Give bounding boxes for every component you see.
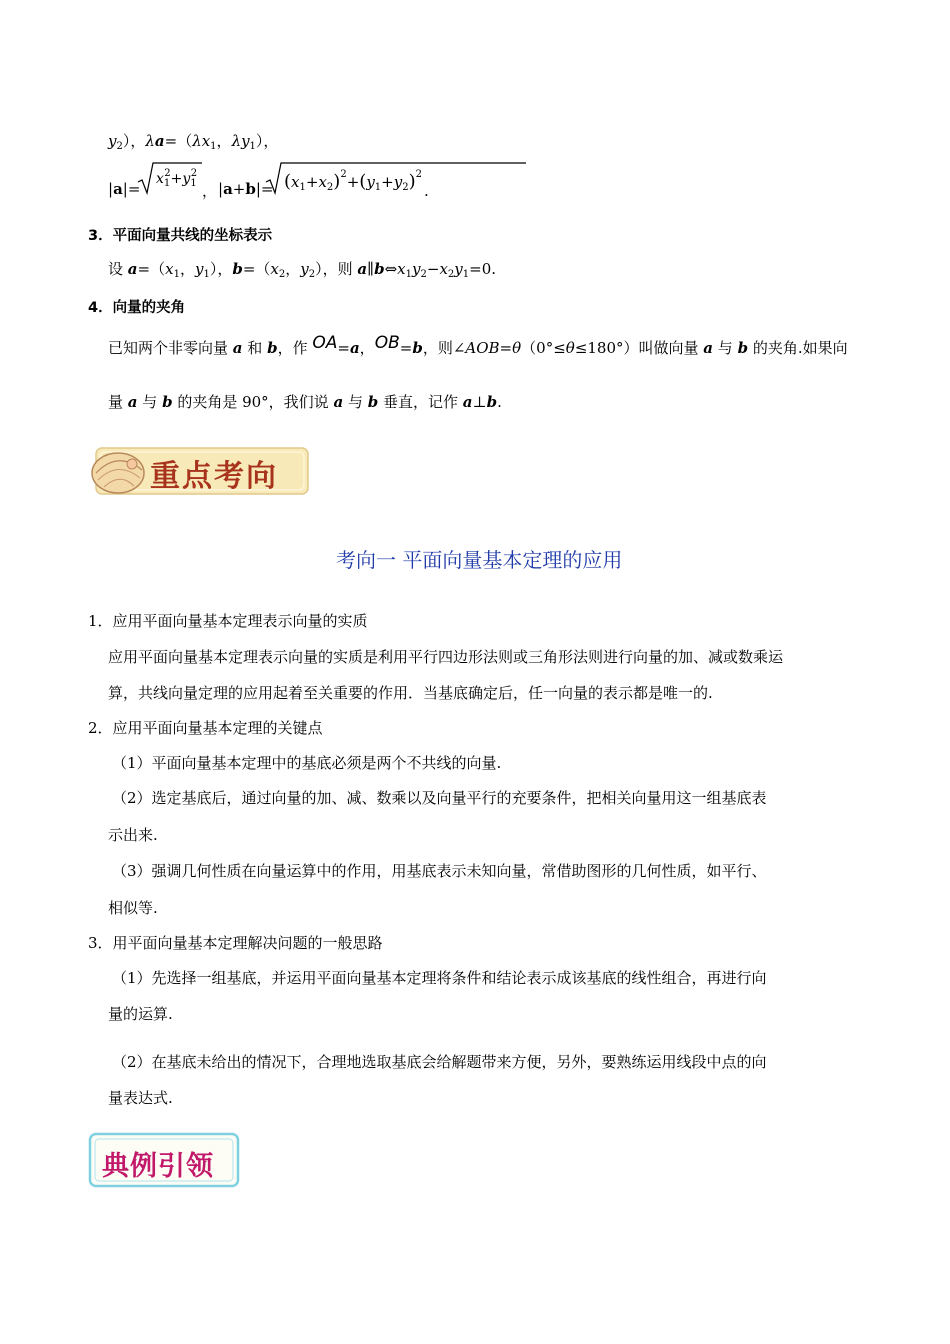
- item3-title: 3．用平面向量基本定理解决问题的一般思路: [88, 934, 383, 952]
- section-title-collinear: 3．平面向量共线的坐标表示: [88, 228, 273, 244]
- item1-title: 1．应用平面向量基本定理表示向量的实质: [88, 612, 368, 630]
- angle-definition-line2: 量 a 与 b 的夹角是 90°，我们说 a 与 b 垂直，记作 a⊥b.: [108, 393, 502, 411]
- key-directions-banner: [88, 440, 310, 500]
- item2-point2-line1: （2）选定基底后，通过向量的加、减、数乘以及向量平行的充要条件，把相关向量用这一组基底表: [112, 789, 767, 807]
- banner-title: 典例引领: [102, 1151, 214, 1182]
- item3-point1-line2: 量的运算.: [108, 1005, 173, 1023]
- item1-paragraph-line2: 算，共线向量定理的应用起着至关重要的作用．当基底确定后，任一向量的表示都是唯一的.: [108, 684, 713, 702]
- item2-point3-line2: 相似等.: [108, 899, 158, 917]
- typical-examples-banner: [88, 1130, 240, 1188]
- item2-point1: （1）平面向量基本定理中的基底必须是两个不共线的向量.: [112, 754, 502, 772]
- collinear-condition-text: 设 $a=(x_1$，$y_1$），$b=(x_2$，$y_2$），则 $a\parallel b\Leftrightarrow x_1y_2-x_2y_1=0$.: [108, 260, 497, 280]
- item3-point2-line2: 量表达式.: [108, 1089, 173, 1107]
- item3-point1-line1: （1）先选择一组基底，并运用平面向量基本定理将条件和结论表示成该基底的线性组合，再进行向: [112, 969, 767, 987]
- banner-title: 重点考向: [150, 459, 278, 494]
- item2-point2-line2: 示出来.: [108, 826, 158, 844]
- item2-title: 2．应用平面向量基本定理的关键点: [88, 719, 323, 737]
- seashell-icon: [88, 440, 148, 500]
- section-title-angle: 4．向量的夹角: [88, 300, 186, 316]
- item3-point2-line1: （2）在基底未给出的情况下，合理地选取基底会给解题带来方便，另外，要熟练运用线段中点的向: [112, 1053, 767, 1071]
- item2-point3-line1: （3）强调几何性质在向量运算中的作用，用基底表示未知向量，常借助图形的几何性质，如平行、: [112, 862, 767, 880]
- formula-line-scalar-mult: $y_2$），$\lambda a=(\lambda x_1$，$\lambda y_1$），: [108, 132, 279, 152]
- item1-paragraph-line1: 应用平面向量基本定理表示向量的实质是利用平行四边形法则或三角形法则进行向量的加、减或数乘运: [108, 648, 784, 666]
- page-title: 考向一 平面向量基本定理的应用: [336, 548, 623, 572]
- angle-definition-line1: 已知两个非零向量 a 和 b，作 OA=a，OB=b，则∠AOB=θ（0°≤θ≤180°）叫做向量 a 与 b 的夹角.如果向: [108, 333, 848, 357]
